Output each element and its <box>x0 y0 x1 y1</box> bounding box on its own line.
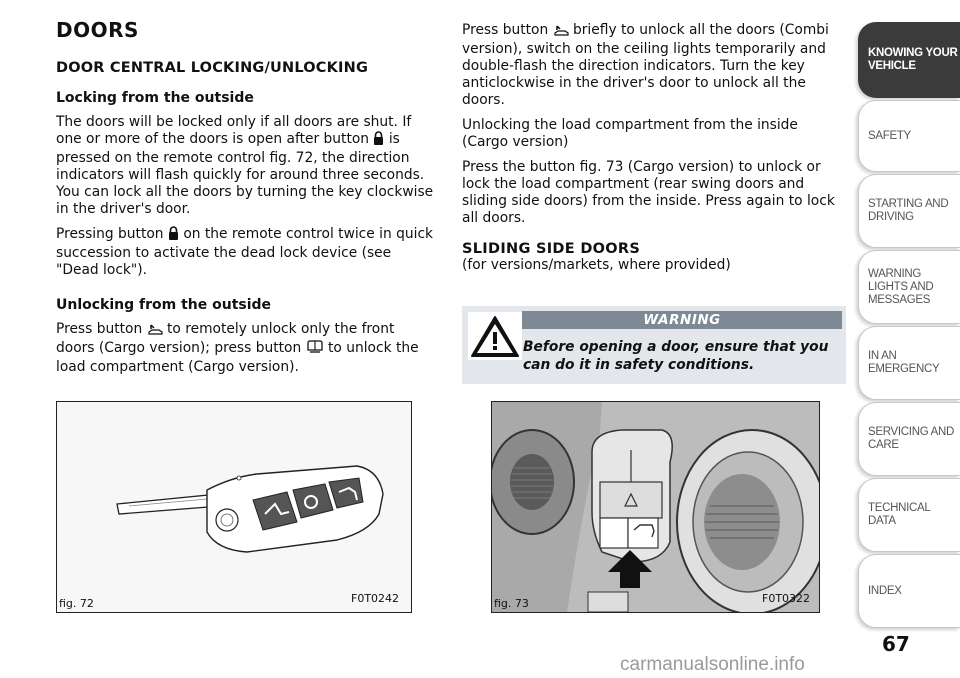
sliding-subheading: (for versions/markets, where provided) <box>462 257 731 273</box>
padlock-icon <box>168 226 179 245</box>
fig72-label: fig. 72 <box>59 597 94 610</box>
tab-technical-data[interactable]: TECHNICAL DATA <box>858 478 960 552</box>
right-column <box>462 22 847 282</box>
left-column <box>56 18 436 384</box>
unlocking-paragraph: Press button to remotely unlock only the front doors (Cargo version); press button to unlock the load compartment (Cargo version). <box>56 321 419 375</box>
remote-key-illustration <box>57 402 411 612</box>
tab-in-an-emergency[interactable]: IN AN EMERGENCY <box>858 326 960 400</box>
tab-index[interactable]: INDEX <box>858 554 960 628</box>
sliding-heading: SLIDING SIDE DOORS <box>462 241 641 257</box>
locking-paragraph-2: Pressing button on the remote control twice in quick succession to activate the dead lock device (see "Dead lock"). <box>56 226 434 278</box>
fig73-code: F0T0322 <box>762 592 811 605</box>
watermark-text: carmanualsonline.info <box>620 654 805 675</box>
section-heading: DOOR CENTRAL LOCKING/UNLOCKING <box>56 60 369 76</box>
tab-servicing-and-care[interactable]: SERVICING AND CARE <box>858 402 960 476</box>
page-title: DOORS <box>56 18 139 42</box>
warning-label: WARNING <box>522 311 842 329</box>
tab-safety[interactable]: SAFETY <box>858 100 960 172</box>
page-number: 67 <box>882 632 910 656</box>
tab-knowing-your-vehicle[interactable]: KNOWING YOUR VEHICLE <box>858 22 960 98</box>
figure-73-dashboard-button <box>491 401 820 613</box>
right-paragraph-1: Press button briefly to unlock all the doors (Combi version), switch on the ceiling lights temporarily and double-flash the direction indicators. Turn the key anticlockwise in the driver's door to unlock all the doors. <box>462 22 829 108</box>
right-paragraph-3: Press the button fig. 73 (Cargo version) to unlock or lock the load compartment (rear swing doors and sliding side doors) from the inside. Press again to lock all doors. <box>462 159 835 226</box>
padlock-icon <box>373 131 384 150</box>
unlock-car-icon <box>553 24 569 41</box>
locking-paragraph-1: The doors will be locked only if all doors are shut. If one or more of the doors is open after button is pressed on the remote control fig. 72, the direction indicators will flash quickly for around three seconds. You can lock all the doors by turning the key clockwise in the driver's door. <box>56 114 434 217</box>
tab-warning-lights-and-messages[interactable]: WARNING LIGHTS AND MESSAGES <box>858 250 960 324</box>
dashboard-illustration <box>492 402 819 612</box>
warning-text: Before opening a door, ensure that you can do it in safety conditions. <box>523 339 829 373</box>
fig73-label: fig. 73 <box>494 597 529 610</box>
warning-triangle-icon <box>468 312 522 360</box>
tab-starting-and-driving[interactable]: STARTING AND DRIVING <box>858 174 960 248</box>
locking-heading: Locking from the outside <box>56 90 254 106</box>
right-paragraph-2: Unlocking the load compartment from the inside (Cargo version) <box>462 117 798 150</box>
unlocking-heading: Unlocking from the outside <box>56 297 272 313</box>
unlock-car-icon <box>147 323 163 340</box>
fig72-code: F0T0242 <box>351 592 400 605</box>
figure-72-remote-key <box>56 401 412 613</box>
warning-box <box>462 306 846 384</box>
cargo-door-icon <box>306 340 324 359</box>
